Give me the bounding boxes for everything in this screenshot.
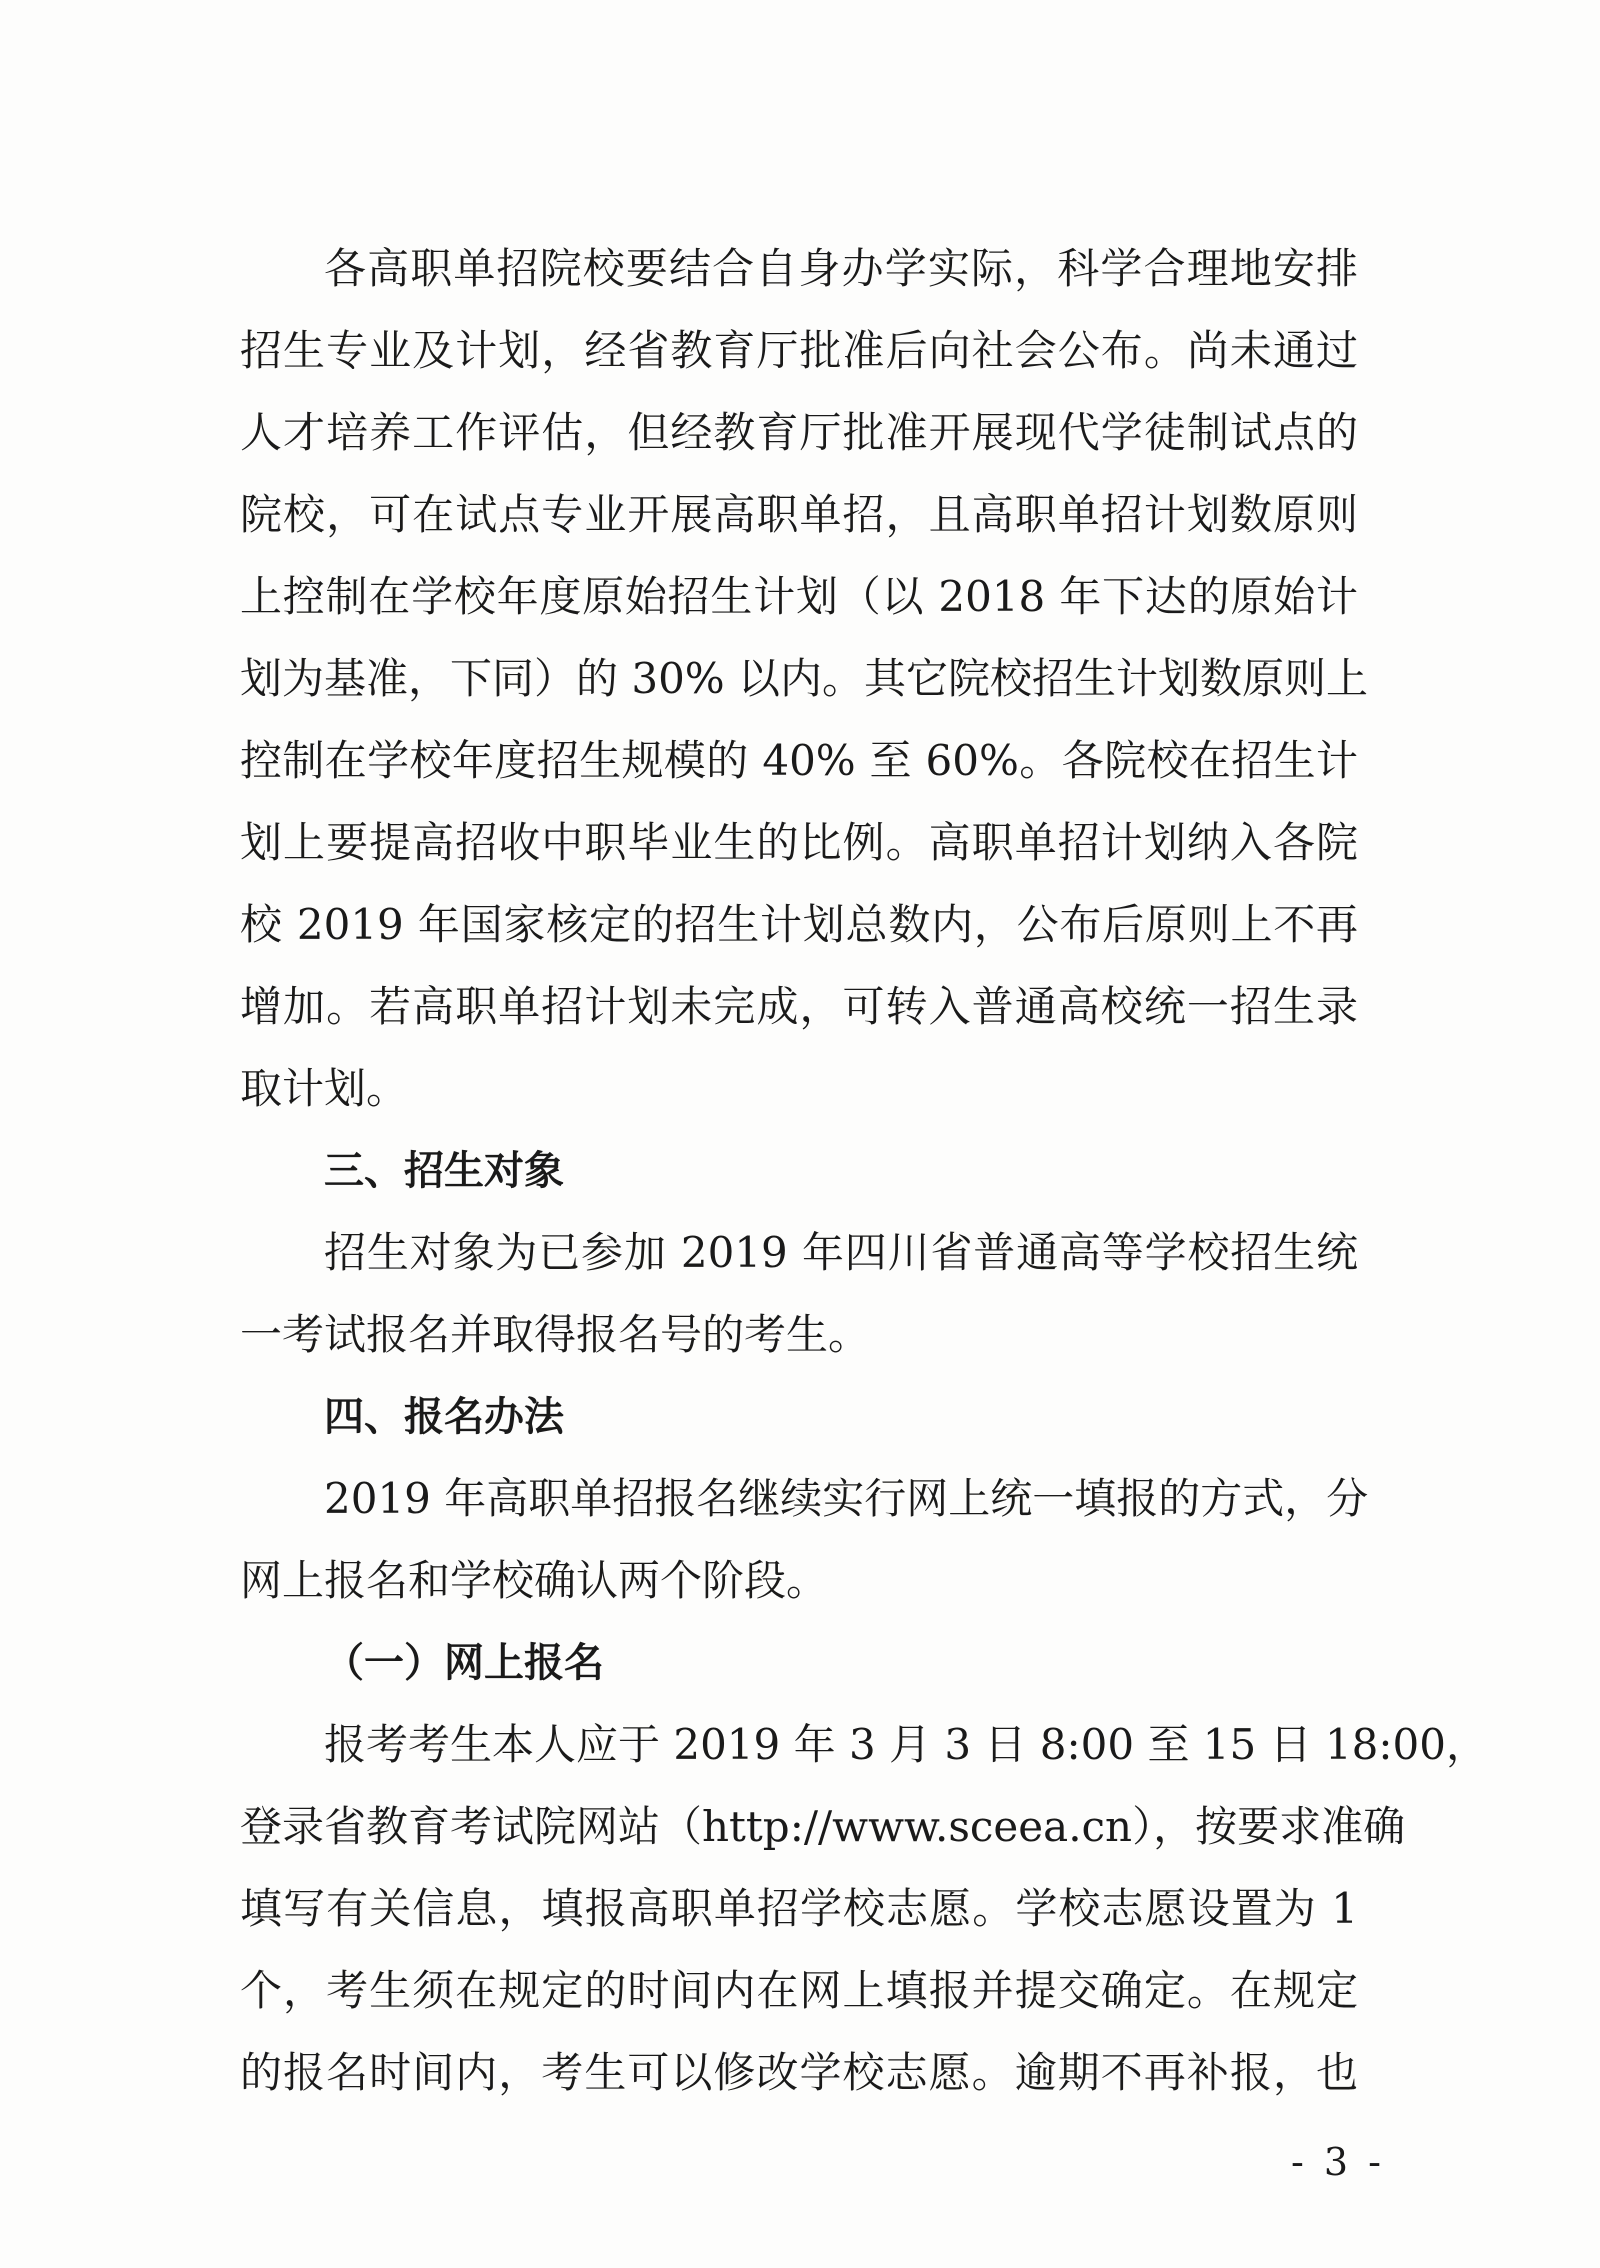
paragraph-line: 控制在学校年度招生规模的 40% 至 60%。各院校在招生计 [240,736,1358,785]
paragraph-line: 人才培养工作评估，但经教育厅批准开展现代学徒制试点的 [240,408,1358,457]
section-heading: 三、招生对象 [324,1148,564,1194]
paragraph-line: 招生对象为已参加 2019 年四川省普通高等学校招生统 [324,1228,1358,1277]
paragraph-line: 网上报名和学校确认两个阶段。 [240,1556,829,1605]
paragraph-line: 登录省教育考试院网站（http://www.sceea.cn），按要求准确 [240,1802,1406,1851]
section-heading: 四、报名办法 [324,1394,564,1440]
paragraph-line: 校 2019 年国家核定的招生计划总数内，公布后原则上不再 [240,900,1358,949]
paragraph-line: 各高职单招院校要结合自身办学实际，科学合理地安排 [324,244,1358,293]
page-number: - 3 - [1290,2140,1385,2184]
paragraph-line: 增加。若高职单招计划未完成，可转入普通高校统一招生录 [240,982,1358,1031]
paragraph-line: 取计划。 [240,1064,409,1113]
paragraph-line: 2019 年高职单招报名继续实行网上统一填报的方式，分 [324,1474,1369,1523]
paragraph-line: 划上要提高招收中职毕业生的比例。高职单招计划纳入各院 [240,818,1358,867]
paragraph-line: 上控制在学校年度原始招生计划（以 2018 年下达的原始计 [240,572,1358,621]
paragraph-line: 划为基准，下同）的 30% 以内。其它院校招生计划数原则上 [240,654,1369,703]
paragraph-line: 报考考生本人应于 2019 年 3 月 3 日 8:00 至 15 日 18:00， [324,1720,1488,1769]
subsection-heading: （一）网上报名 [324,1640,604,1686]
paragraph-line: 招生专业及计划，经省教育厅批准后向社会公布。尚未通过 [240,326,1358,375]
paragraph-line: 的报名时间内，考生可以修改学校志愿。逾期不再补报，也 [240,2048,1358,2097]
paragraph-line: 一考试报名并取得报名号的考生。 [240,1310,871,1359]
paragraph-line: 院校，可在试点专业开展高职单招，且高职单招计划数原则 [240,490,1358,539]
document-body [240,228,1488,2114]
paragraph-line: 填写有关信息，填报高职单招学校志愿。学校志愿设置为 1 [240,1884,1358,1933]
paragraph-line: 个，考生须在规定的时间内在网上填报并提交确定。在规定 [240,1966,1358,2015]
